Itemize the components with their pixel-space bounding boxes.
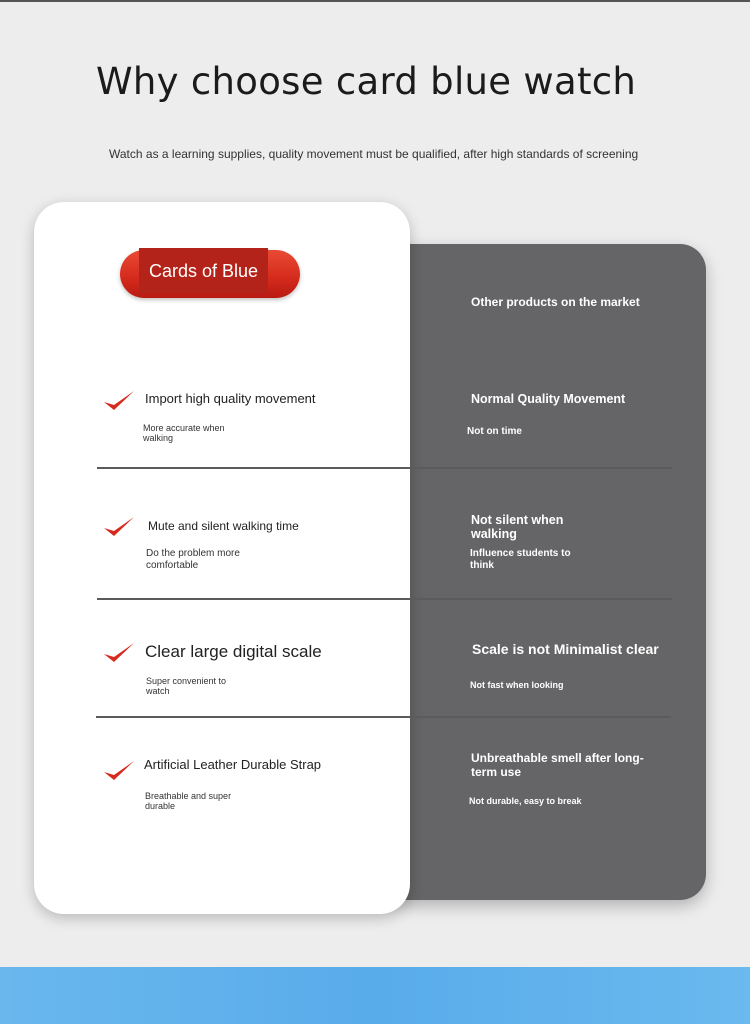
feature-label: Import high quality movement bbox=[145, 391, 316, 406]
brand-badge-label: Cards of Blue bbox=[139, 248, 268, 294]
competitor-label: Not silent when walking bbox=[471, 513, 564, 541]
feature-label: Clear large digital scale bbox=[145, 642, 322, 661]
competitor-note: Influence students to think bbox=[470, 548, 571, 571]
check-icon bbox=[102, 514, 136, 540]
feature-label: Mute and silent walking time bbox=[148, 519, 299, 533]
competitor-label: Scale is not Minimalist clear bbox=[472, 641, 659, 657]
feature-note: Do the problem more comfortable bbox=[146, 548, 240, 571]
competitor-header: Other products on the market bbox=[471, 295, 640, 309]
top-rule bbox=[0, 0, 750, 2]
competitor-note: Not on time bbox=[467, 426, 522, 437]
bottom-blue-band bbox=[0, 967, 750, 1024]
feature-label: Artificial Leather Durable Strap bbox=[144, 757, 322, 772]
page-subtitle: Watch as a learning supplies, quality movement must be qualified, after high standards of screening bbox=[109, 147, 639, 161]
competitor-note: Not fast when looking bbox=[470, 680, 564, 690]
feature-note: Breathable and super durable bbox=[145, 791, 232, 811]
page-title: Why choose card blue watch bbox=[96, 60, 637, 103]
check-icon bbox=[102, 388, 136, 414]
check-icon bbox=[102, 758, 136, 784]
competitor-label: Normal Quality Movement bbox=[471, 392, 626, 406]
feature-note: Super convenient to watch bbox=[146, 676, 227, 696]
competitor-note: Not durable, easy to break bbox=[469, 796, 582, 806]
row-divider bbox=[96, 716, 671, 718]
check-icon bbox=[102, 640, 136, 666]
competitor-label: Unbreathable smell after long-term use bbox=[471, 751, 644, 779]
row-divider bbox=[97, 467, 672, 469]
feature-note: More accurate when walking bbox=[143, 423, 225, 443]
row-divider bbox=[97, 598, 672, 600]
